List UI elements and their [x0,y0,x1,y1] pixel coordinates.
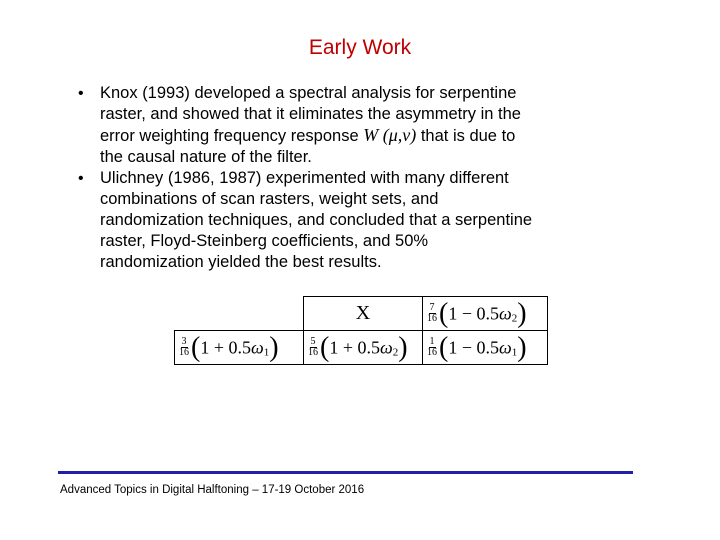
left-paren: ( [320,331,330,363]
coefficient-table [174,296,548,365]
fraction-denominator: 16 [308,347,318,358]
right-paren: ) [517,297,527,329]
bullet-text-line: raster, and showed that it eliminates the asymmetry in the [100,105,521,123]
omega-symbol: ω [498,303,512,323]
bullet-text-segment: error weighting frequency response [100,127,359,145]
omega-subscript: 1 [511,346,518,359]
fraction [427,303,437,324]
right-paren: ) [517,331,527,363]
omega-subscript: 1 [263,346,270,359]
bullet-text-line: Ulichney (1986, 1987) experimented with many different [100,169,509,187]
fraction [427,337,437,358]
left-paren: ( [439,297,449,329]
omega-subscript: 2 [392,346,399,359]
bullet-text-line [100,125,658,147]
left-paren: ( [439,331,449,363]
omega-subscript: 2 [511,312,518,325]
bullet-text-line: randomization techniques, and concluded that a serpentine [100,211,533,229]
omega-symbol: ω [250,337,264,357]
fraction [308,337,318,358]
footer-rule [58,471,633,474]
bullet-text-line: the causal nature of the filter. [100,148,312,166]
bullet-text-line: combinations of scan rasters, weight sets, and [100,190,439,208]
fraction-denominator: 16 [427,347,437,358]
weight-expression: 1 + 0.5 [200,337,251,357]
table-cell-empty [175,297,304,331]
bullet-knox [78,83,658,168]
footer-text: Advanced Topics in Digital Halftoning – 17-19 October 2016 [60,484,365,496]
fraction-numerator: 1 [429,336,435,347]
right-paren: ) [269,331,279,363]
table-cell-current-pixel: X [304,297,423,331]
table-cell-lower-left-weight [175,331,304,365]
fraction [179,337,189,358]
omega-symbol: ω [498,337,512,357]
bullet-text-line: randomization yielded the best results. [100,253,382,271]
weight-expression: 1 − 0.5 [448,337,499,357]
bullet-list [78,83,658,273]
bullet-text-line: Knox (1993) developed a spectral analysis for serpentine [100,84,517,102]
weight-expression: 1 − 0.5 [448,303,499,323]
table-cell-lower-weight [304,331,423,365]
table-cell-lower-right-weight [423,331,548,365]
slide-title: Early Work [308,36,412,59]
table-cell-right-weight [423,297,548,331]
fraction-denominator: 16 [179,347,189,358]
fraction-numerator: 7 [429,302,435,313]
bullet-marker: • [78,170,84,187]
right-paren: ) [398,331,408,363]
fraction-denominator: 16 [427,313,437,324]
bullet-marker: • [78,85,84,102]
bullet-text-line: raster, Floyd-Steinberg coefficients, and 50% [100,232,429,250]
fraction-numerator: 5 [310,336,316,347]
left-paren: ( [191,331,201,363]
weight-expression: 1 + 0.5 [329,337,380,357]
bullet-text-segment: that is due to [416,127,516,145]
bullet-ulichney [78,168,658,273]
omega-symbol: ω [379,337,393,357]
frequency-response-formula: W (μ,ν) [363,125,417,145]
fraction-numerator: 3 [181,336,187,347]
